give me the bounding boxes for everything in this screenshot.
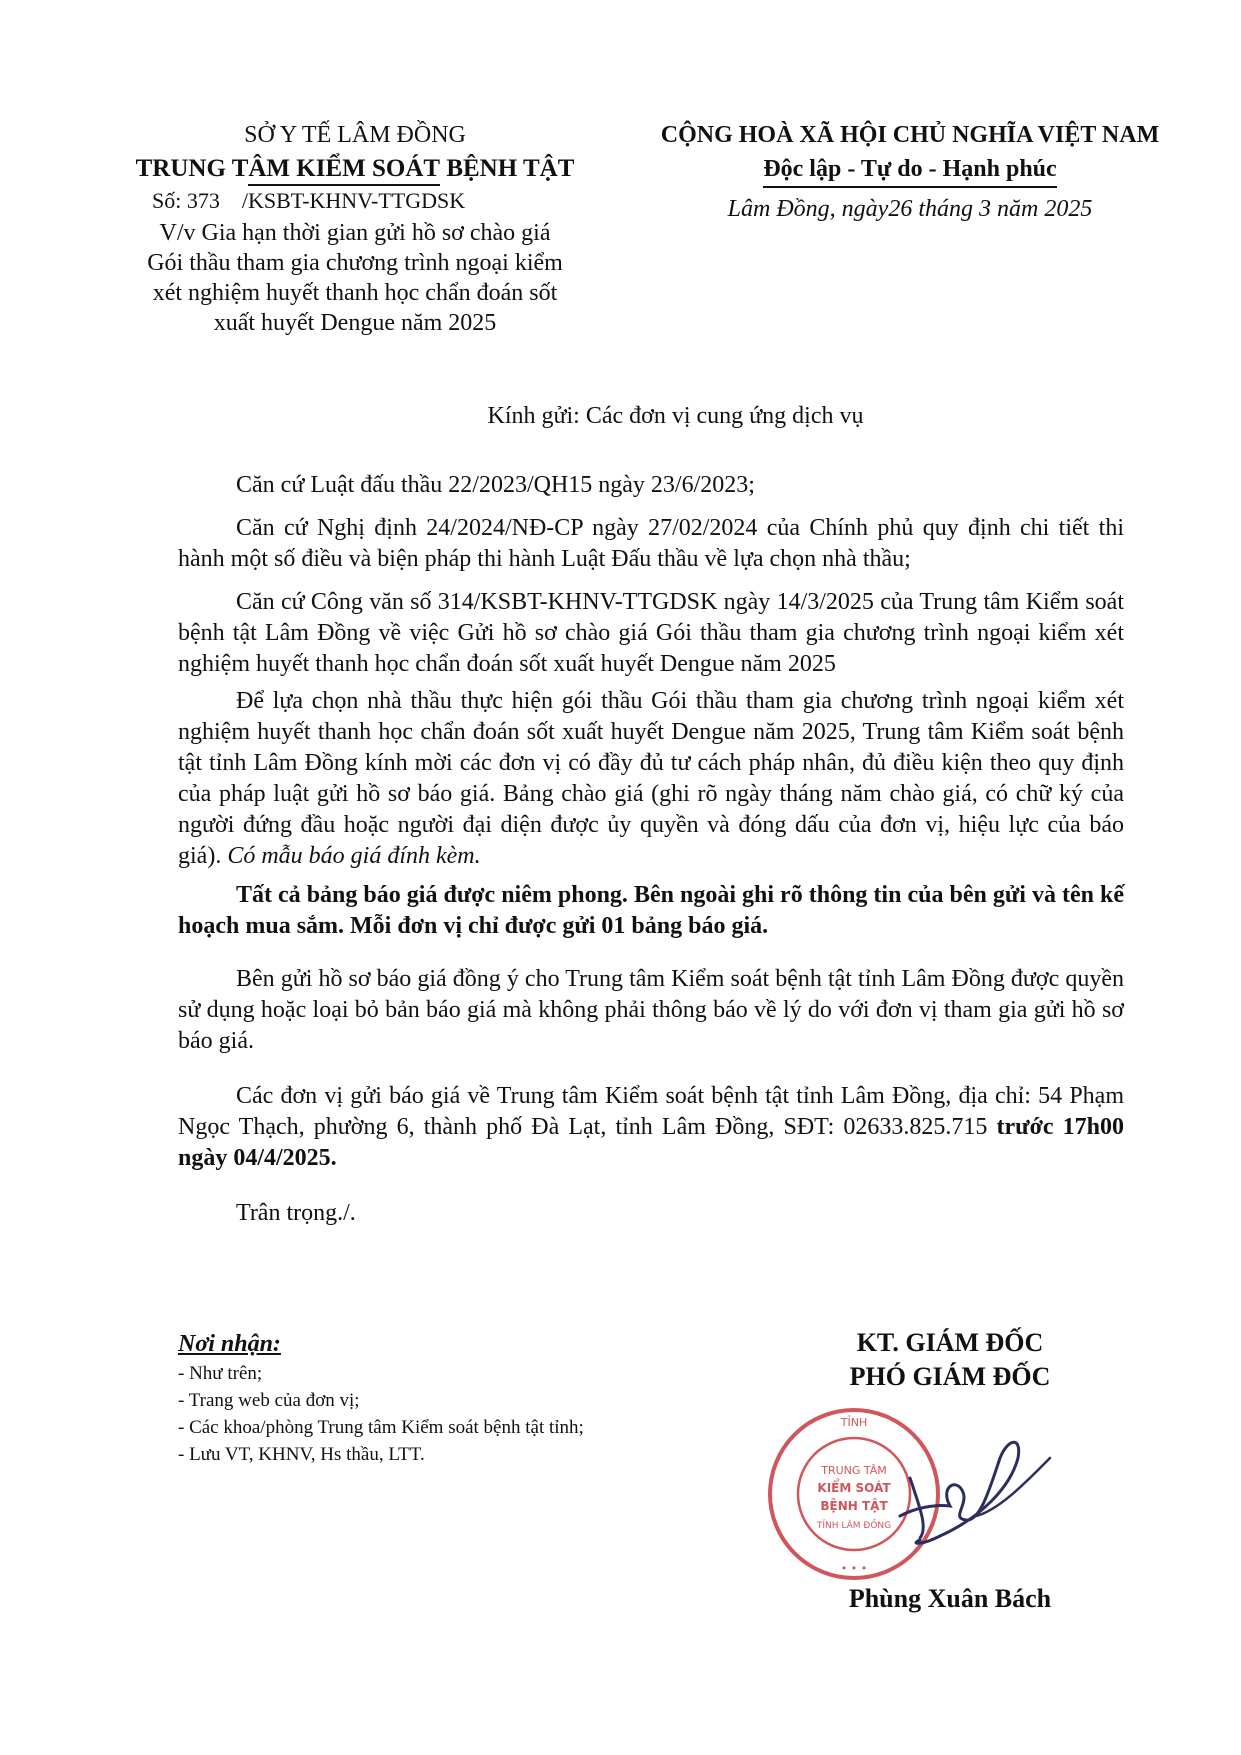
recipient-item: - Lưu VT, KHNV, Hs thầu, LTT. (178, 1444, 425, 1465)
invitation-text: Để lựa chọn nhà thầu thực hiện gói thầu Gói thầu tham gia chương trình ngoại kiểm xét nghiệm huyết thanh học chẩn đoán sốt xuất huyết Dengue năm 2025, Trung tâm Kiểm soát bệnh tật tỉnh Lâm Đồng kính mời các đơn vị có đầy đủ tư cách pháp nhân, đủ điều kiện theo quy định của pháp luật gửi hồ sơ báo giá. Bảng chào giá (ghi rõ ngày tháng năm chào giá, có chữ ký của người đứng đầu hoặc người đại diện được ủy quyền và đóng dấu của đơn vị, hiệu lực của báo giá). (178, 688, 1124, 869)
number-code: /KSBT-KHNV-TTGDSK (241, 188, 466, 213)
paragraph-consent: Bên gửi hồ sơ báo giá đồng ý cho Trung tâm Kiểm soát bệnh tật tỉnh Lâm Đồng được quyền sử dụng hoặc loại bỏ bản báo giá mà không phải thông báo về lý do với đơn vị tham gia gửi hồ sơ báo giá. (178, 966, 1124, 1054)
document-number (110, 186, 600, 216)
number-label: Số: 373 (152, 188, 220, 213)
address-text: Các đơn vị gửi báo giá về Trung tâm Kiểm soát bệnh tật tỉnh Lâm Đồng, địa chỉ: 54 Phạm Ngọc Thạch, phường 6, thành phố Đà Lạt, tỉnh Lâm Đồng, SĐT: 02633.825.715 (178, 1083, 1124, 1140)
svg-text:TỈNH: TỈNH (840, 1416, 868, 1429)
agency-name: SỞ Y TẾ LÂM ĐỒNG (244, 122, 466, 148)
paragraph-submission-address (178, 1081, 1124, 1174)
issuer-header (110, 118, 600, 338)
letter-body (178, 470, 1124, 1229)
svg-text:TỈNH LÂM ĐỒNG: TỈNH LÂM ĐỒNG (816, 1521, 892, 1531)
handwritten-signature-icon (880, 1418, 1070, 1558)
recipients-title: Nơi nhận: (178, 1331, 281, 1357)
national-motto: Độc lập - Tự do - Hạnh phúc (763, 152, 1056, 188)
national-header (640, 118, 1180, 226)
recipient-line: Kính gửi: Các đơn vị cung ứng dịch vụ (487, 403, 864, 429)
attachment-note: Có mẫu báo giá đính kèm. (227, 843, 481, 869)
closing-line: Trân trọng./. (236, 1200, 356, 1226)
signer-title-1: KT. GIÁM ĐỐC (856, 1328, 1044, 1357)
recipient-item: - Trang web của đơn vị; (178, 1390, 360, 1411)
deadline-text: trước 17h00 ngày 04/4/2025. (178, 1114, 1124, 1171)
org-name-part-1: TRUNG T (135, 155, 249, 182)
svg-text:BỆNH TẬT: BỆNH TẬT (820, 1499, 888, 1513)
svg-text:KIỂM SOÁT: KIỂM SOÁT (817, 1481, 891, 1495)
place-date: Lâm Đồng, ngày26 tháng 3 năm 2025 (727, 196, 1093, 222)
signature-block (770, 1326, 1130, 1394)
paragraph-legal-basis-2: Căn cứ Nghị định 24/2024/NĐ-CP ngày 27/02/2024 của Chính phủ quy định chi tiết thi hành một số điều và biện pháp thi hành Luật Đấu thầu về lựa chọn nhà thầu; (178, 515, 1124, 572)
recipients-block (178, 1328, 738, 1468)
organization-name (110, 152, 600, 186)
paragraph-invitation (178, 686, 1124, 872)
country-name: CỘNG HOÀ XÃ HỘI CHỦ NGHĨA VIỆT NAM (660, 122, 1160, 148)
paragraph-sealed-notice: Tất cả bảng báo giá được niêm phong. Bên ngoài ghi rõ thông tin của bên gửi và tên kế hoạch mua sắm. Mỗi đơn vị chỉ được gửi 01 bảng báo giá. (178, 882, 1124, 939)
paragraph-legal-basis-1: Căn cứ Luật đấu thầu 22/2023/QH15 ngày 23/6/2023; (236, 472, 755, 498)
paragraph-legal-basis-3: Căn cứ Công văn số 314/KSBT-KHNV-TTGDSK ngày 14/3/2025 của Trung tâm Kiểm soát bệnh tật Lâm Đồng về việc Gửi hồ sơ chào giá Gói thầu tham gia chương trình ngoại kiểm xét nghiệm huyết thanh học chẩn đoán sốt xuất huyết Dengue năm 2025 (178, 589, 1124, 677)
org-name-part-2: BỆNH TẬT (440, 155, 575, 182)
svg-text:TRUNG TÂM: TRUNG TÂM (821, 1464, 887, 1477)
svg-text:• • •: • • • (840, 1562, 868, 1575)
recipient-item: - Như trên; (178, 1363, 263, 1384)
recipient-item: - Các khoa/phòng Trung tâm Kiểm soát bệnh tật tỉnh; (178, 1417, 584, 1438)
document-subject: V/v Gia hạn thời gian gửi hồ sơ chào giá Gói thầu tham gia chương trình ngoại kiểm xét nghiệm huyết thanh học chẩn đoán sốt xuất huyết Dengue năm 2025 (147, 220, 563, 336)
signer-title-2: PHÓ GIÁM ĐỐC (849, 1362, 1051, 1391)
org-name-underlined: ÂM KIỂM SOÁT (248, 154, 440, 186)
signer-name: Phùng Xuân Bách (848, 1584, 1052, 1613)
